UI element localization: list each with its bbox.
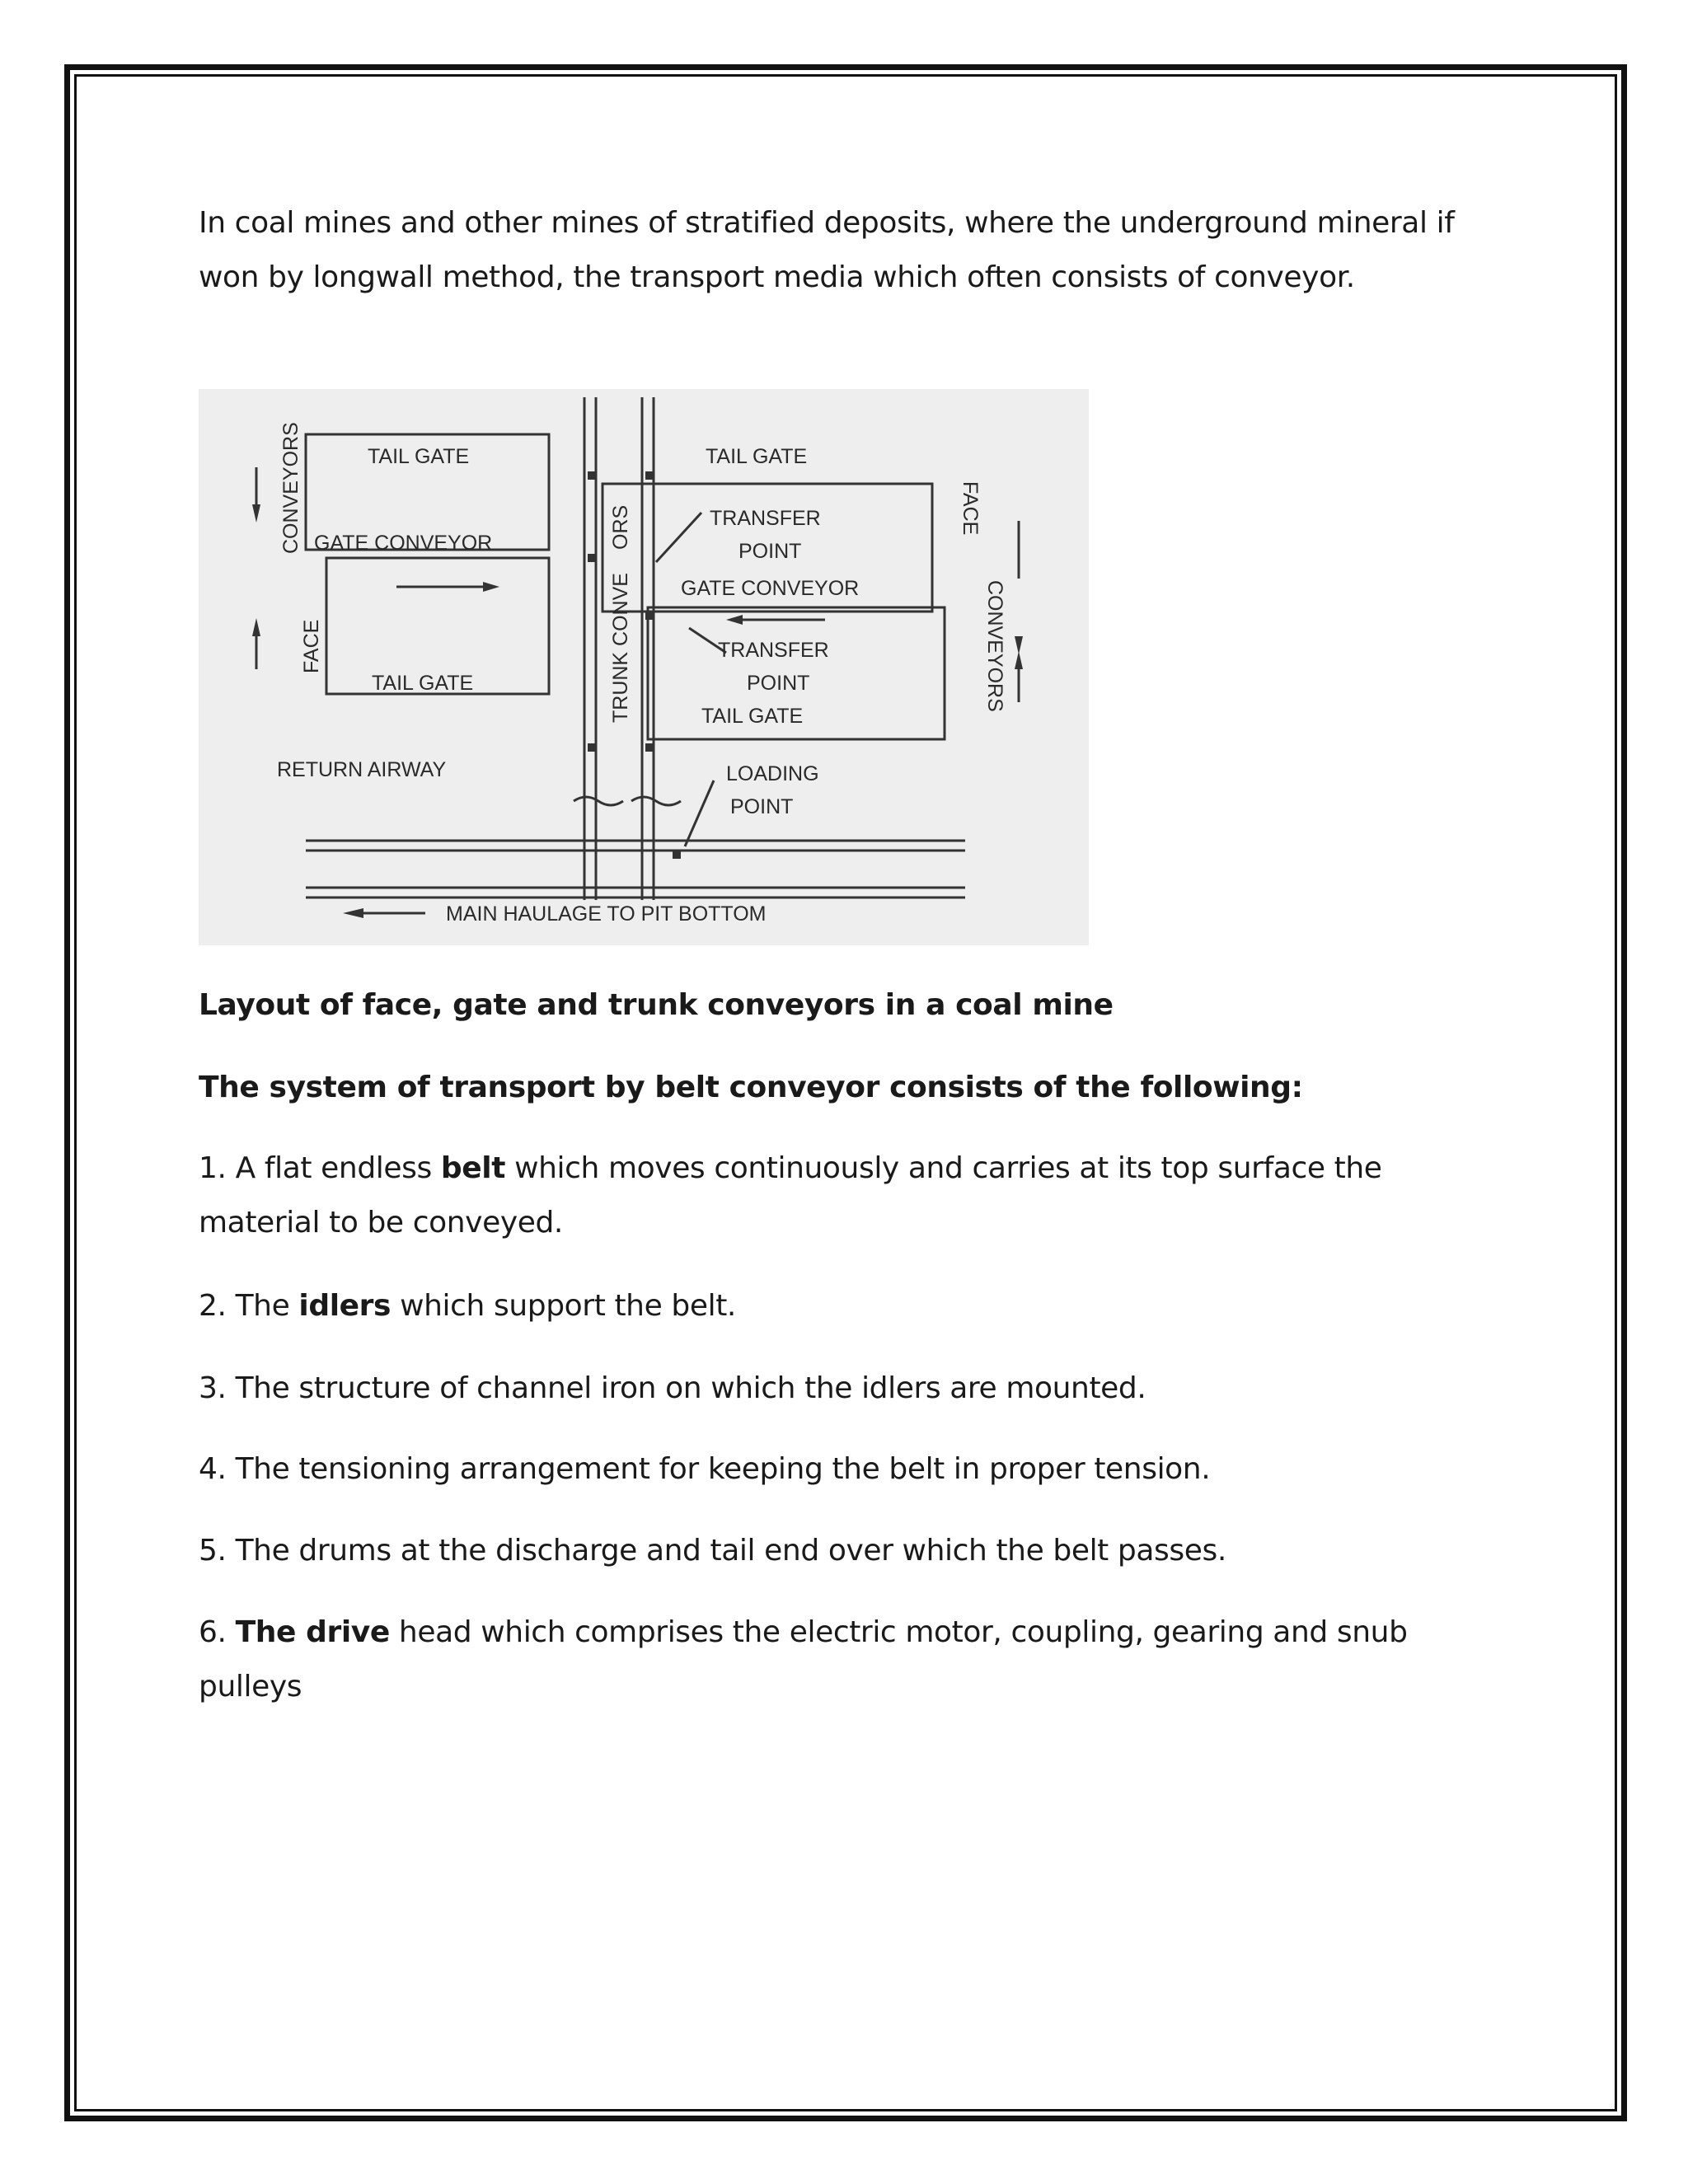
- label-main-haulage: MAIN HAULAGE TO PIT BOTTOM: [446, 902, 767, 926]
- label-conveyors-left: CONVEYORS: [279, 422, 302, 554]
- list-item-4: 4. The tensioning arrangement for keeping the belt in proper tension.: [199, 1452, 1211, 1486]
- figure-caption: Layout of face, gate and trunk conveyors in a coal mine: [199, 988, 1114, 1022]
- label-gate-conveyor-left: GATE CONVEYOR: [314, 532, 493, 555]
- label-trunk-conveyors-a: TRUNK CONVE: [609, 573, 632, 723]
- label-conveyors-right: CONVEYORS: [983, 580, 1006, 712]
- label-transfer-point-2b: POINT: [747, 672, 810, 695]
- label-tail-gate-right-bottom: TAIL GATE: [701, 705, 804, 728]
- label-transfer-point-1b: POINT: [738, 540, 802, 563]
- label-trunk-conveyors-b: ORS: [609, 504, 632, 550]
- label-gate-conveyor-right: GATE CONVEYOR: [681, 577, 860, 600]
- label-face-left: FACE: [300, 619, 323, 673]
- label-tail-gate-left-bottom: TAIL GATE: [372, 672, 474, 695]
- list-item-1: 1. A flat endless belt which moves continuously and carries at its top surface the material to be conveyed.: [199, 1151, 1382, 1240]
- conveyor-layout-diagram: [199, 389, 1089, 945]
- label-loading-point-a: LOADING: [726, 762, 819, 785]
- label-tail-gate-top-right: TAIL GATE: [706, 445, 808, 468]
- label-return-airway: RETURN AIRWAY: [277, 758, 447, 781]
- label-transfer-point-2a: TRANSFER: [718, 639, 829, 662]
- list-item-5: 5. The drums at the discharge and tail end over which the belt passes.: [199, 1534, 1226, 1568]
- label-loading-point-b: POINT: [730, 795, 794, 818]
- list-heading: The system of transport by belt conveyor consists of the following:: [199, 1071, 1303, 1104]
- list-item-3: 3. The structure of channel iron on which the idlers are mounted.: [199, 1371, 1146, 1405]
- intro-paragraph: In coal mines and other mines of stratified deposits, where the underground mineral if won by longwall method, the transport media which often consists of conveyor.: [199, 206, 1455, 294]
- label-face-right: FACE: [959, 481, 982, 536]
- label-tail-gate-top-left: TAIL GATE: [368, 445, 470, 468]
- list-item-6: 6. The drive head which comprises the electric motor, coupling, gearing and snub pulleys: [199, 1615, 1408, 1704]
- label-transfer-point-1a: TRANSFER: [710, 507, 821, 530]
- list-item-2: 2. The idlers which support the belt.: [199, 1289, 736, 1323]
